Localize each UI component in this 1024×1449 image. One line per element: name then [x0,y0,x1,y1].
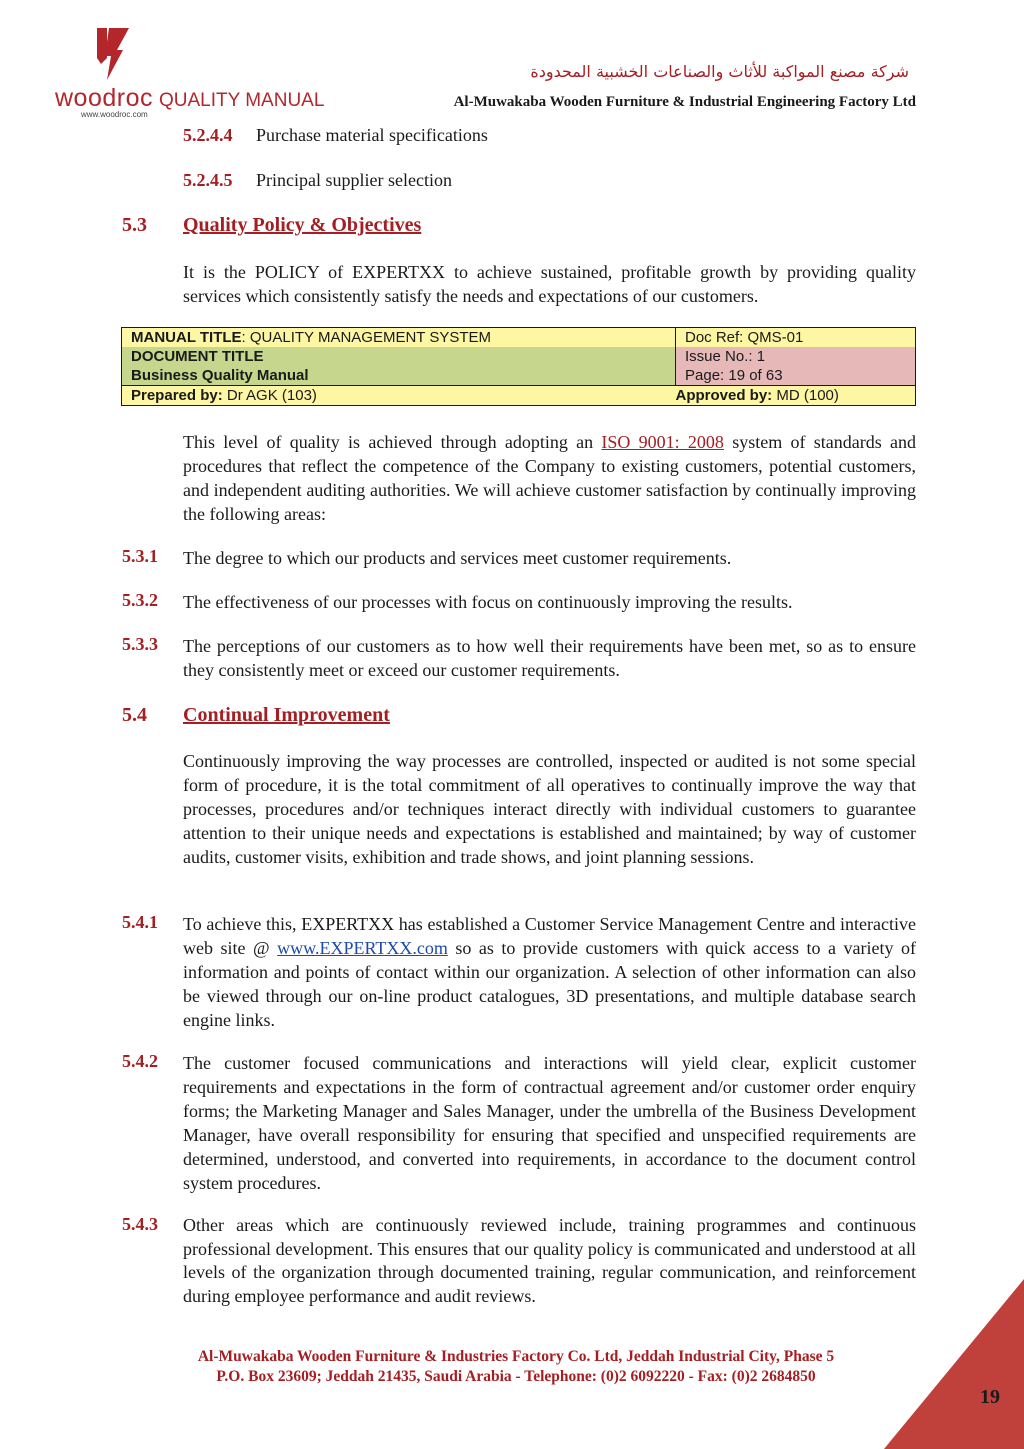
page-number: 19 [980,1386,1000,1408]
subsection-number: 5.4.3 [122,1214,158,1234]
subsection-number: 5.3.2 [122,590,158,610]
section-heading: Quality Policy & Objectives [183,214,422,236]
issue-no-cell: Issue No.: 1 [676,347,916,366]
section-number: 5.4 [122,704,147,726]
quality-paragraph: This level of quality is achieved through adopting an ISO 9001: 2008 system of standards and procedures that reflect the competence of the Company to existing customers, potential customers, and independent auditing authorities. We will achieve customer satisfaction by continually improving the following areas: [183,432,916,524]
improvement-paragraph: Continuously improving the way processes are controlled, inspected or audited is not some special form of procedure, it is the total commitment of all operatives to continually improve the way that processes, procedures and/or techniques interact directly with individual customers to guarantee attention to their unique needs and expectations is established and maintained; by way of customer audits, customer visits, exhibition and trade shows, and joint planning sessions. [183,751,916,867]
subsection-text: Other areas which are continuously reviewed include, training programmes and continuous professional development. This ensures that our quality policy is communicated and understood at all levels of the organization through documented training, regular communication, and reinforcement during employee performance and audit reviews. [183,1215,916,1306]
iso-link[interactable]: ISO 9001: 2008 [601,432,724,452]
policy-paragraph: It is the POLICY of EXPERTXX to achieve sustained, profitable growth by providing quality services which consistently satisfy the needs and expectations of our customers. [183,262,916,306]
prepared-by-cell: Prepared by: Dr AGK (103) [122,386,676,406]
website-link[interactable]: www.EXPERTXX.com [277,938,448,958]
subsection-text: The effectiveness of our processes with focus on continuously improving the results. [183,592,793,612]
item-number: 5.2.4.5 [183,170,233,190]
item-text: Purchase material specifications [256,125,488,145]
subsection-text: To achieve this, EXPERTXX has established a Customer Service Management Centre and interactive web site @ www.EXPERTXX.com so as to provide customers with quick access to a variety of information and points of contact within our organization. A selection of other information can also be viewed through our on-line product catalogues, 3D presentations, and multiple database search engine links. [183,914,916,1030]
item-number: 5.2.4.4 [183,125,233,145]
approved-by-cell: Approved by: MD (100) [676,386,916,406]
corner-decoration-icon [884,1279,1024,1449]
document-info-table [121,327,916,406]
subsection-number: 5.3.3 [122,634,158,654]
footer-contact: P.O. Box 23609; Jeddah 21435, Saudi Arabia - Telephone: (0)2 6092220 - Fax: (0)2 2684850 [216,1368,816,1385]
company-name-english: Al-Muwakaba Wooden Furniture & Industrial Engineering Factory Ltd [453,94,916,110]
section-heading: Continual Improvement [183,704,390,726]
logo-wordmark [55,84,324,113]
logo-quality-manual-text: QUALITY MANUAL [159,90,325,111]
manual-title-cell: MANUAL TITLE: QUALITY MANAGEMENT SYSTEM [122,328,676,348]
subsection-text: The degree to which our products and services meet customer requirements. [183,548,732,568]
woodroc-mark-icon [93,28,129,80]
item-text: Principal supplier selection [256,170,452,190]
document-title-value-cell: Business Quality Manual [122,366,676,386]
document-title-label-cell: DOCUMENT TITLE [122,347,676,366]
logo-url: www.woodroc.com [81,110,148,119]
subsection-number: 5.4.2 [122,1051,158,1071]
page-cell: Page: 19 of 63 [676,366,916,386]
doc-ref-cell: Doc Ref: QMS-01 [676,328,916,348]
woodroc-logo [55,28,355,120]
subsection-text: The customer focused communications and interactions will yield clear, explicit customer requirements and expectations in the form of contractual agreement and/or customer order enquiry forms; the Marketing Manager and Sales Manager, under the umbrella of the Business Development Manager, have overall responsibility for ensuring that specified and unspecified requirements are determined, understood, and converted into requirements, in accordance to the document control system procedures. [183,1053,916,1193]
subsection-number: 5.3.1 [122,546,158,566]
footer-address: Al-Muwakaba Wooden Furniture & Industries Factory Co. Ltd, Jeddah Industrial City, Phase 5 [197,1348,835,1365]
subsection-number: 5.4.1 [122,912,158,932]
section-number: 5.3 [122,214,147,236]
subsection-text: The perceptions of our customers as to how well their requirements have been met, so as to ensure they consistently meet or exceed our customer requirements. [183,636,916,680]
logo-woodroc-text: woodroc [55,84,153,112]
company-name-arabic: شركة مصنع المواكبة للأثاث والصناعات الخشبية المحدودة [530,62,909,81]
